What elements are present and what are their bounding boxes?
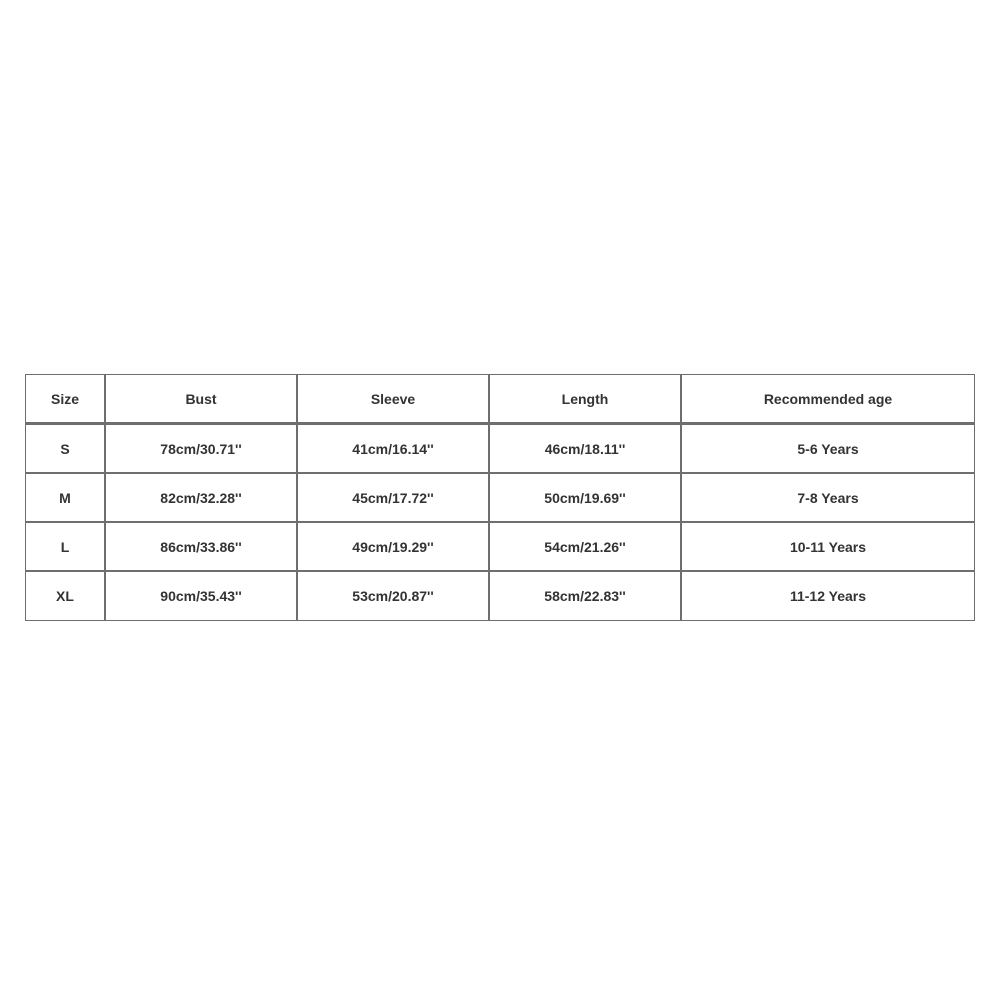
cell-sleeve: 53cm/20.87'' [298,572,490,621]
cell-sleeve: 41cm/16.14'' [298,424,490,474]
table-header-row [25,374,975,424]
header-length: Length [490,374,682,424]
cell-length: 54cm/21.26'' [490,523,682,572]
header-sleeve: Sleeve [298,374,490,424]
cell-bust: 82cm/32.28'' [106,474,298,523]
cell-bust: 86cm/33.86'' [106,523,298,572]
cell-sleeve: 49cm/19.29'' [298,523,490,572]
size-chart-table [25,374,975,621]
cell-recommended-age: 10-11 Years [682,523,975,572]
cell-size: L [25,523,106,572]
cell-recommended-age: 7-8 Years [682,474,975,523]
header-recommended-age: Recommended age [682,374,975,424]
header-bust: Bust [106,374,298,424]
table-row [25,523,975,572]
cell-bust: 90cm/35.43'' [106,572,298,621]
cell-length: 46cm/18.11'' [490,424,682,474]
table-row [25,572,975,621]
cell-size: XL [25,572,106,621]
cell-size: S [25,424,106,474]
cell-size: M [25,474,106,523]
cell-bust: 78cm/30.71'' [106,424,298,474]
cell-recommended-age: 5-6 Years [682,424,975,474]
cell-length: 58cm/22.83'' [490,572,682,621]
cell-length: 50cm/19.69'' [490,474,682,523]
cell-recommended-age: 11-12 Years [682,572,975,621]
cell-sleeve: 45cm/17.72'' [298,474,490,523]
table-row [25,474,975,523]
table-row [25,424,975,474]
header-size: Size [25,374,106,424]
